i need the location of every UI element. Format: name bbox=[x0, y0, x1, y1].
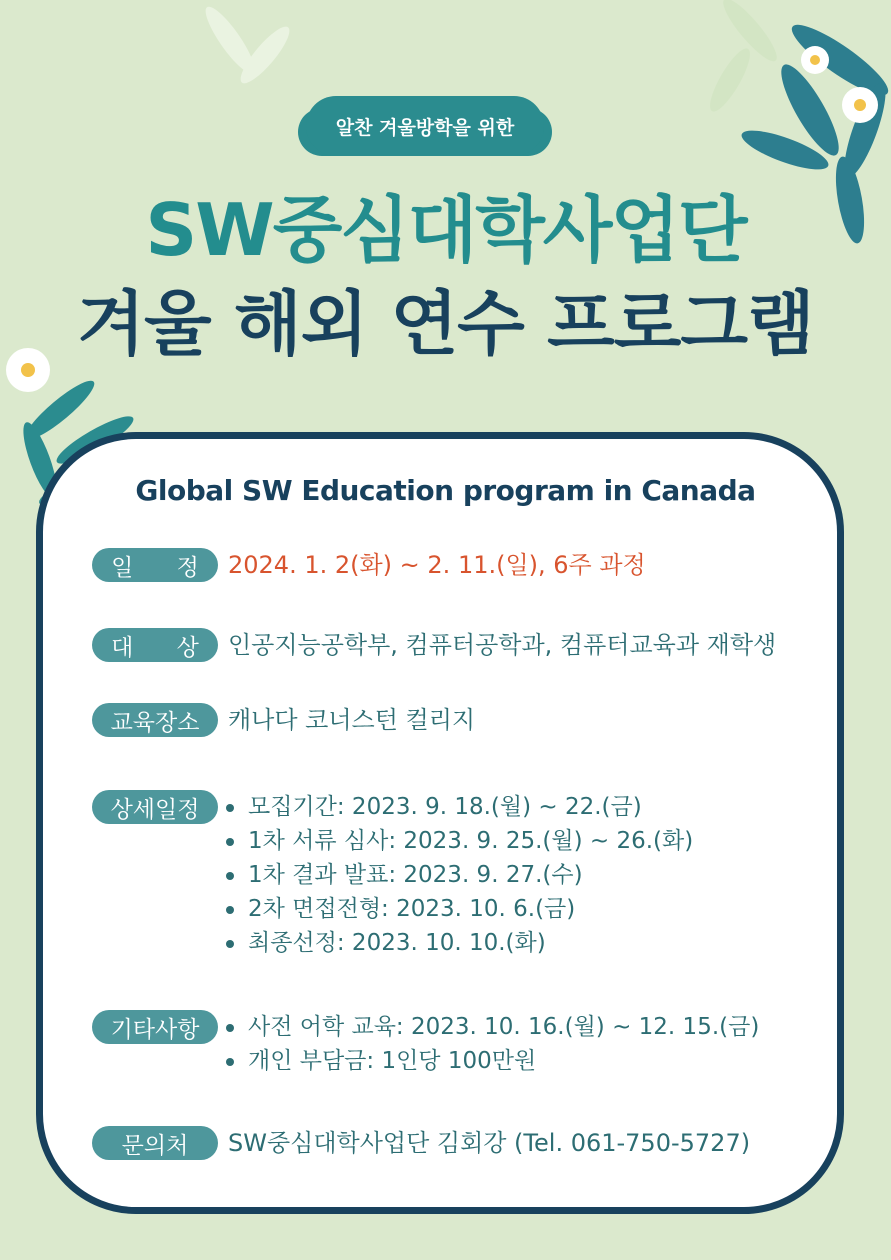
target-value: 인공지능공학부, 컴퓨터공학과, 컴퓨터교육과 재학생 bbox=[228, 631, 777, 659]
detail-row bbox=[92, 790, 693, 960]
location-row bbox=[92, 703, 475, 737]
list-item: 사전 어학 교육: 2023. 10. 16.(월) ~ 12. 15.(금) bbox=[222, 1010, 759, 1044]
list-item: 1차 결과 발표: 2023. 9. 27.(수) bbox=[222, 858, 693, 892]
detail-list bbox=[222, 790, 693, 960]
schedule-value: 2024. 1. 2(화) ~ 2. 11.(일), 6주 과정 bbox=[228, 551, 646, 579]
page-subtitle: 겨울 해외 연수 프로그램 bbox=[77, 283, 814, 365]
schedule-label: 일 정 bbox=[92, 548, 218, 582]
contact-row bbox=[92, 1126, 750, 1160]
list-item: 모집기간: 2023. 9. 18.(월) ~ 22.(금) bbox=[222, 790, 693, 824]
card-heading: Global SW Education program in Canada bbox=[135, 474, 756, 507]
contact-value: SW중심대학사업단 김회강 (Tel. 061-750-5727) bbox=[228, 1129, 751, 1157]
target-row bbox=[92, 628, 776, 662]
target-label: 대 상 bbox=[92, 628, 218, 662]
location-value: 캐나다 코너스턴 컬리지 bbox=[228, 706, 476, 734]
detail-label: 상세일정 bbox=[92, 790, 218, 824]
list-item: 2차 면접전형: 2023. 10. 6.(금) bbox=[222, 892, 693, 926]
location-label: 교육장소 bbox=[92, 703, 218, 737]
subtitle-pill: 알찬 겨울방학을 위한 bbox=[306, 96, 544, 156]
etc-list bbox=[222, 1010, 759, 1078]
list-item: 1차 서류 심사: 2023. 9. 25.(월) ~ 26.(화) bbox=[222, 824, 693, 858]
contact-label: 문의처 bbox=[92, 1126, 218, 1160]
schedule-row bbox=[92, 548, 646, 582]
list-item: 개인 부담금: 1인당 100만원 bbox=[222, 1044, 759, 1078]
leaf-faint-top bbox=[170, 0, 310, 110]
etc-label: 기타사항 bbox=[92, 1010, 218, 1044]
etc-row bbox=[92, 1010, 759, 1078]
page-title: SW중심대학사업단 bbox=[145, 188, 746, 272]
list-item: 최종선정: 2023. 10. 10.(화) bbox=[222, 926, 693, 960]
